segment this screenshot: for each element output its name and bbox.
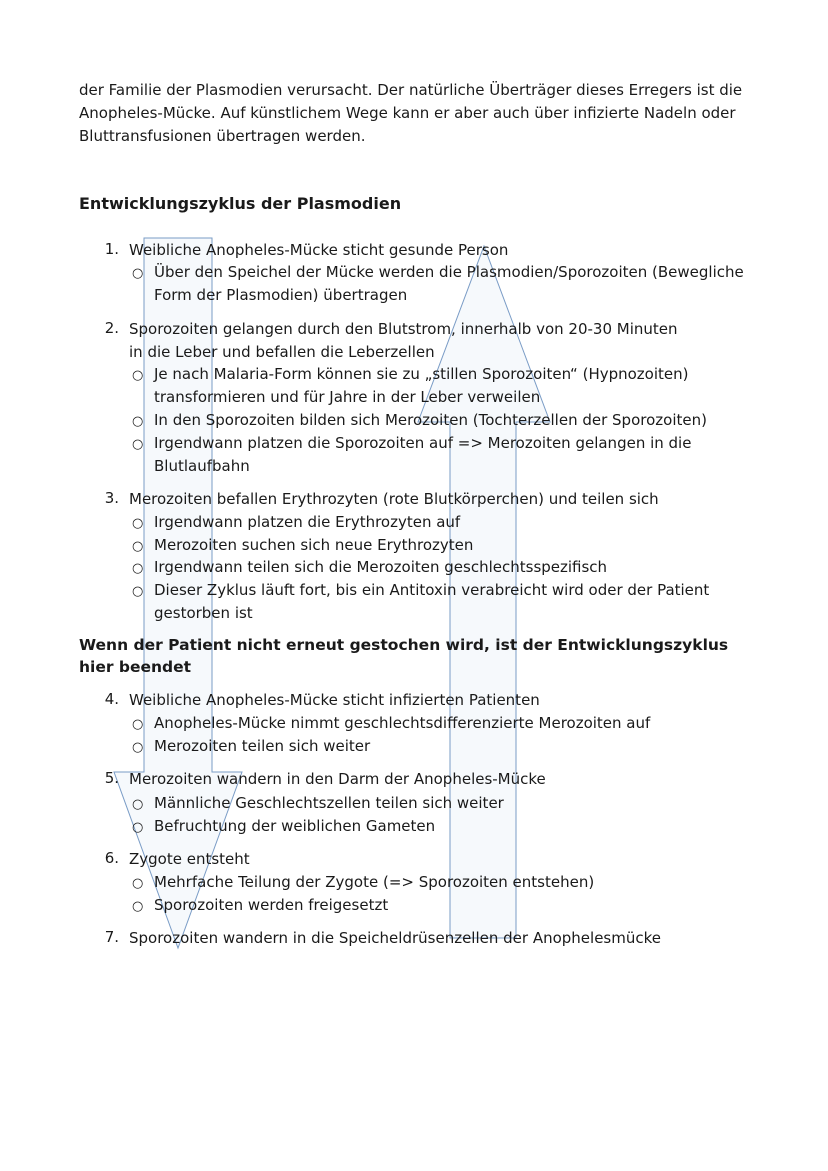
- bullet-icon: ○: [132, 516, 144, 531]
- bullet-icon: ○: [132, 717, 144, 732]
- sub-item: Dieser Zyklus läuft fort, bis ein Antitoxin verabreicht wird oder der Patient gestorben ist: [154, 581, 710, 622]
- sub-item: Mehrfache Teilung der Zygote (=> Sporozoiten entstehen): [154, 873, 595, 891]
- step-number: 6.: [104, 849, 119, 867]
- bullet-icon: ○: [132, 437, 144, 452]
- sub-item: Über den Speichel der Mücke werden die Plasmodien/Sporozoiten (Bewegliche Form der Plasmodien) übertragen: [154, 263, 744, 304]
- step-number: 1.: [104, 240, 119, 258]
- bullet-icon: ○: [132, 820, 144, 835]
- sub-item: Irgendwann teilen sich die Merozoiten geschlechtsspezifisch: [154, 558, 608, 576]
- bullet-icon: ○: [132, 740, 144, 755]
- sub-item: Männliche Geschlechtszellen teilen sich weiter: [154, 794, 504, 812]
- sub-item: Befruchtung der weiblichen Gameten: [154, 817, 436, 835]
- cycle-note: Wenn der Patient nicht erneut gestochen wird, ist der Entwicklungszyklus hier beendet: [79, 636, 729, 676]
- step-number: 3.: [104, 489, 119, 507]
- step-text: Zygote entsteht: [129, 850, 250, 868]
- step-text: Merozoiten befallen Erythrozyten (rote Blutkörperchen) und teilen sich: [129, 490, 659, 508]
- bullet-icon: ○: [132, 584, 144, 599]
- sub-item: Irgendwann platzen die Sporozoiten auf => Merozoiten gelangen in die Blutlaufbahn: [154, 434, 692, 475]
- step-number: 5.: [104, 769, 119, 787]
- bullet-icon: ○: [132, 561, 144, 576]
- step-text: Weibliche Anopheles-Mücke sticht infizierten Patienten: [129, 691, 540, 709]
- intro-paragraph: der Familie der Plasmodien verursacht. Der natürliche Überträger dieses Erregers ist die Anopheles-Mücke. Auf künstlichem Wege kann er aber auch über infizierte Nadeln oder Bluttransfusionen übertragen werden.: [79, 81, 743, 145]
- bullet-icon: ○: [132, 266, 144, 281]
- sub-item: Sporozoiten werden freigesetzt: [154, 896, 389, 914]
- sub-item: Irgendwann platzen die Erythrozyten auf: [154, 513, 461, 531]
- bullet-icon: ○: [132, 539, 144, 554]
- bullet-icon: ○: [132, 797, 144, 812]
- bullet-icon: ○: [132, 414, 144, 429]
- sub-item: Merozoiten teilen sich weiter: [154, 737, 371, 755]
- sub-item: In den Sporozoiten bilden sich Merozoiten (Tochterzellen der Sporozoiten): [154, 411, 707, 429]
- bullet-icon: ○: [132, 368, 144, 383]
- step-number: 7.: [104, 928, 119, 946]
- bullet-icon: ○: [132, 899, 144, 914]
- sub-item: Je nach Malaria-Form können sie zu „stillen Sporozoiten“ (Hypnozoiten) transformieren und für Jahre in der Leber verweilen: [154, 365, 689, 406]
- step-number: 4.: [104, 690, 119, 708]
- step-text: Merozoiten wandern in den Darm der Anopheles-Mücke: [129, 770, 546, 788]
- section-heading: Entwicklungszyklus der Plasmodien: [79, 194, 402, 213]
- step-number: 2.: [104, 319, 119, 337]
- step-text: Weibliche Anopheles-Mücke sticht gesunde Person: [129, 241, 509, 259]
- bullet-icon: ○: [132, 876, 144, 891]
- step-text: Sporozoiten wandern in die Speicheldrüsenzellen der Anophelesmücke: [129, 929, 661, 947]
- step-text: Sporozoiten gelangen durch den Blutstrom, innerhalb von 20-30 Minuten in die Leber und befallen die Leberzellen: [129, 320, 678, 361]
- sub-item: Anopheles-Mücke nimmt geschlechtsdifferenzierte Merozoiten auf: [154, 714, 651, 732]
- sub-item: Merozoiten suchen sich neue Erythrozyten: [154, 536, 474, 554]
